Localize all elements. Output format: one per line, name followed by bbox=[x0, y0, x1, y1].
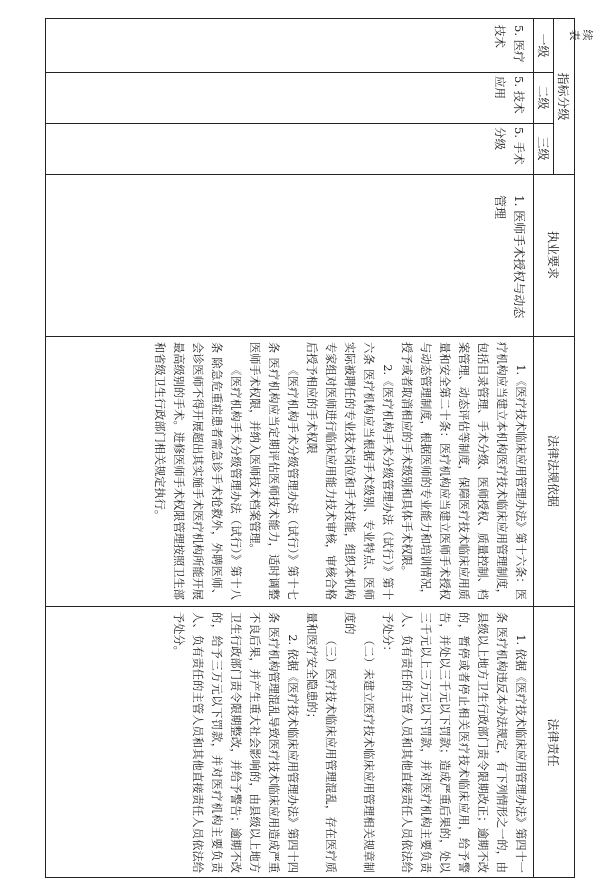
practice-requirement-cell: 1. 医师手术授权与动态管理 bbox=[493, 195, 526, 319]
level1-header: 一级 bbox=[536, 33, 551, 58]
level2-header: 二级 bbox=[536, 85, 551, 110]
legal-basis-header: 法律法规依据 bbox=[546, 434, 561, 507]
col-divider-5 bbox=[46, 606, 574, 607]
legal-requirements-table bbox=[45, 18, 575, 878]
legal-liability-paragraph: 1. 依据《医疗技术临床应用管理办法》第四十一条 医疗机构违反本办法规定，有下列情形之一的，由县级以上地方卫生行政部门责令限期改正；逾期不改的，暂停或者停止相关医疗技术临床应用，给予警告，并处以三千元以下罚款；造成严重后果的，处以三千元以上三万元以下罚款，并对医疗机构主要负责人、负有责任的主管人员和其他直接责任人员依法给予处分： bbox=[381, 612, 527, 873]
col-divider-2 bbox=[46, 123, 554, 124]
legal-basis-cell bbox=[150, 342, 530, 600]
legal-basis-paragraph: 2.《医疗机构手术分级管理办法（试行）》第十六条 医疗机构应当根据手术级别、专业特点、医师实际被聘任的专业技术岗位和手术技能，组织本机构专家组对医师进行临床应用能力技术审核，审核合格后授予相应的手术权限 bbox=[305, 342, 394, 600]
level3-header: 三级 bbox=[536, 136, 551, 161]
legal-liability-cell bbox=[169, 612, 530, 873]
col-divider-1 bbox=[46, 72, 554, 73]
legal-liability-paragraph: 2. 依据《医疗技术临床应用管理办法》第四十四条 医疗机构管理混乱导致医疗技术临床应用造成严重不良后果，并产生重大社会影响的，由县级以上地方卫生行政部门责令限期整改，并给予警告；逾期不改的，给予三万元以下罚款，并对医疗机构主要负责人、负有责任的主管人员和其他直接责任人员依法给予处分。 bbox=[172, 612, 299, 873]
level3-cell: 5. 手术分级 bbox=[493, 127, 526, 165]
indicator-grading-header: 指标分级 bbox=[556, 72, 571, 121]
continued-table-note: 续表 bbox=[568, 29, 594, 41]
legal-liability-paragraph: （三）医疗技术临床应用管理混乱，存在医疗质量和医疗安全隐患的； bbox=[305, 612, 337, 873]
level2-cell: 5. 技术应用 bbox=[493, 76, 526, 114]
level1-cell: 5. 医疗技术 bbox=[493, 25, 526, 63]
legal-basis-paragraph: 《医疗机构手术分级管理办法（试行）》第十七条 医疗机构应当定期评估医师技术能力，适时调整医师手术权限，并纳入医师技术档案管理。 bbox=[248, 342, 299, 600]
legal-liability-header: 法律责任 bbox=[546, 718, 561, 767]
legal-basis-paragraph: 1.《医疗技术临床应用管理办法》第十六条：医疗机构应当建立本机构医疗技术临床应用管理制度，包括目录管理、手术分级、医师授权、质量控制、档案管理、动态评估等制度，保障医疗技术临床应用质量和安全第二十条：医疗机构应当建立医师手术授权与动态管理制度，根据医师的专业能力和培训情况，授予或者取消相应的手术级别和具体手术权限。 bbox=[400, 342, 527, 600]
col-divider-3 bbox=[46, 174, 574, 175]
rotated-page-container bbox=[45, 18, 575, 878]
col-divider-4 bbox=[46, 336, 574, 337]
legal-liability-paragraph: （二）未建立医疗技术临床应用管理相关规章制度的 bbox=[343, 612, 375, 873]
legal-basis-paragraph: 《医疗机构手术分级管理办法（试行）》第十八条 除急危重症患者需急诊手术抢救外，外聘医师、会诊医师不得开展超出其实施手术医疗机构所能开展最高级别的手术。进修医师手术权限管理按照卫生部和省级卫生行政部门相关规定执行。 bbox=[153, 342, 242, 600]
practice-requirements-header: 执业要求 bbox=[546, 230, 561, 279]
